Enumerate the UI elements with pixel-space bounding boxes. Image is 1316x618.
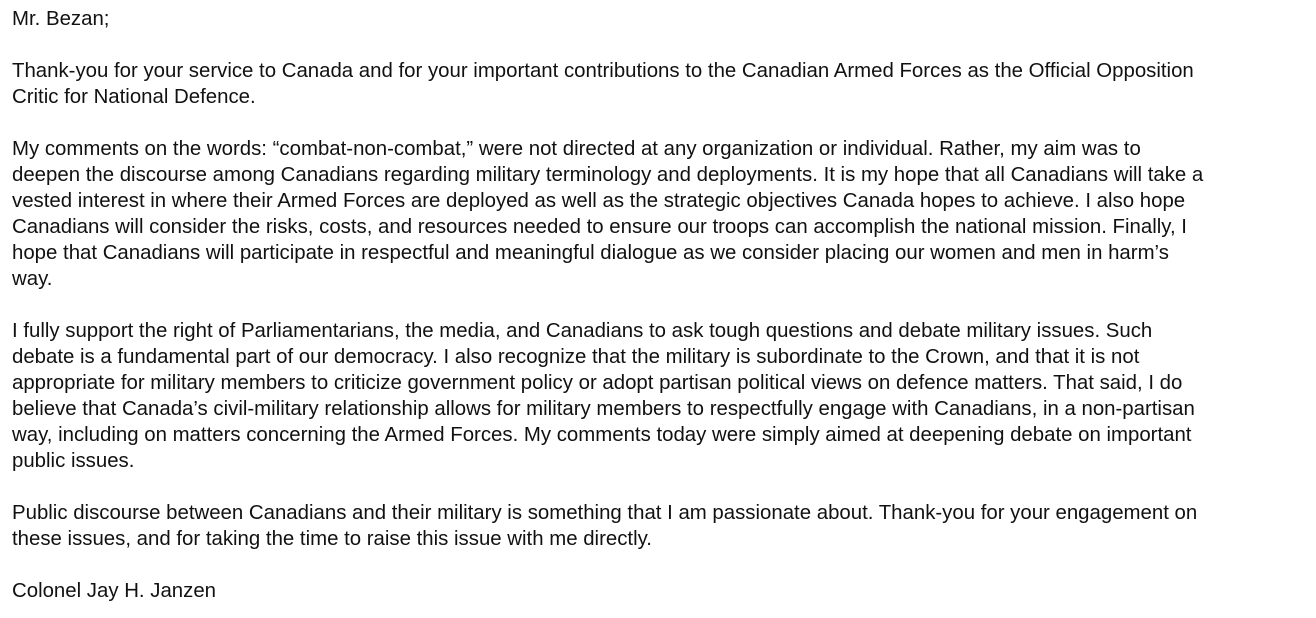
signature: Colonel Jay H. Janzen [12,580,217,602]
paragraph-thanks: Thank-you for your service to Canada and for your important contributions to the Canadian Armed Forces as the Official Opposition Critic for National Defence. [12,60,1194,108]
letter-body [12,6,1308,604]
salutation: Mr. Bezan; [12,8,110,30]
paragraph-closing: Public discourse between Canadians and their military is something that I am passionate about. Thank-you for your engagement on these issues, and for taking the time to raise this issue with me directly. [12,502,1198,550]
paragraph-support: I fully support the right of Parliamentarians, the media, and Canadians to ask tough questions and debate military issues. Such debate is a fundamental part of our democracy. I also recognize that the military is subordinate to the Crown, and that it is not appropriate for military members to criticize government policy or adopt partisan political views on defence matters. That said, I do believe that Canada’s civil-military relationship allows for military members to respectfully engage with Canadians, in a non-partisan way, including on matters concerning the Armed Forces. My comments today were simply aimed at deepening debate on important public issues. [12,320,1195,472]
paragraph-comments: My comments on the words: “combat-non-combat,” were not directed at any organization or individual. Rather, my aim was to deepen the discourse among Canadians regarding military terminology and deployments. It is my hope that all Canadians will take a vested interest in where their Armed Forces are deployed as well as the strategic objectives Canada hopes to achieve. I also hope Canadians will consider the risks, costs, and resources needed to ensure our troops can accomplish the national mission. Finally, I hope that Canadians will participate in respectful and meaningful dialogue as we consider placing our women and men in harm’s way. [12,138,1204,290]
